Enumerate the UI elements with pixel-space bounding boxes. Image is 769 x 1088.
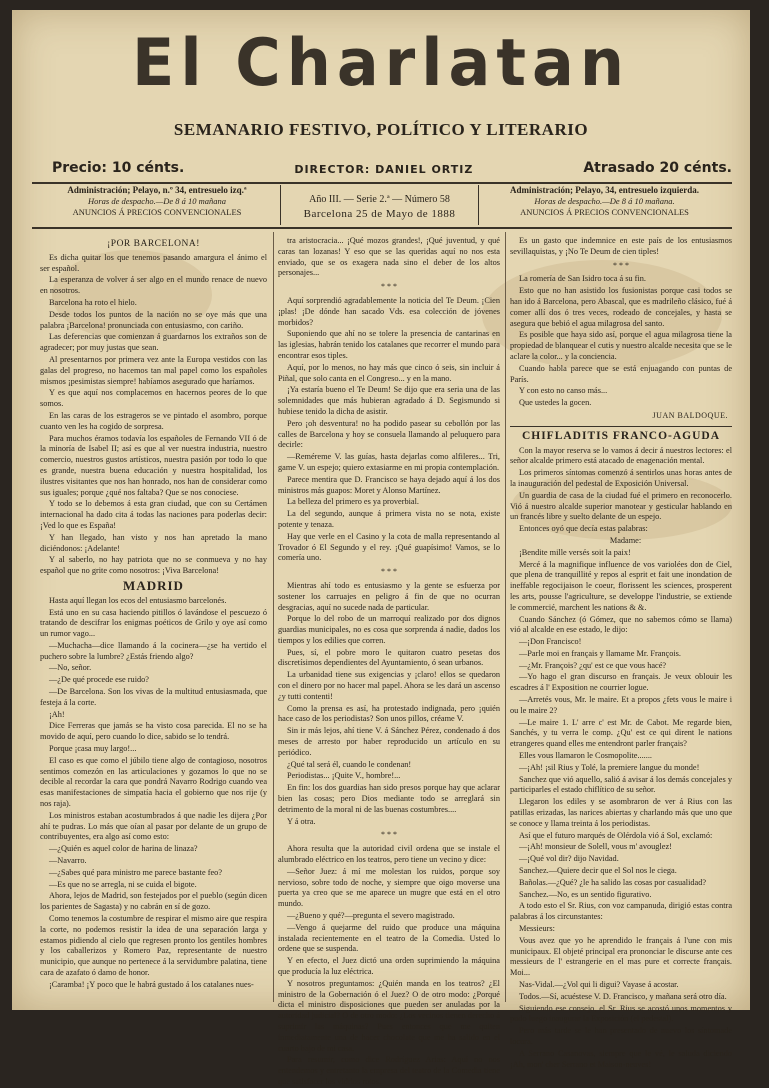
paragraph: —Arretés vous, Mr. le maire. Et a propos ¿fets vous le maire i ou le maire 2? — [510, 695, 732, 715]
paragraph: ¡Ya estaría bueno el Te Deum! Se dijo que era seria una de las solemnidades que más hubieran agradado á D. Segismundo si hubiese tenido la dicha de asistir. — [278, 385, 500, 416]
paragraph: —¿Mr. François? ¿qu' est ce que vous hacé? — [519, 660, 667, 670]
article-heading-chifladitis: CHIFLADITIS FRANCO-AGUDA — [521, 429, 721, 442]
info-left — [37, 185, 277, 225]
paragraph: —¿Bueno y qué?—pregunta el severo magistrado. — [287, 911, 455, 921]
paragraph: Ahora, lejos de Madrid, son festejados por el pueblo (según dicen los parientes de Sagasta) y no cabrán en sí de gozo. — [40, 891, 267, 912]
paragraph: —De Barcelona. Son los vivas de la multitud entusiasmada, que festeja á la corte. — [40, 687, 267, 707]
ads-right: ANUNCIOS Á PRECIOS CONVENCIONALES — [520, 207, 689, 217]
paragraph: La urbanidad tiene sus exigencias y ¡claro! ellos se quedaron con el dinero por no hacer mal papel. Ahora se les dará un ascenso ¿y tutti contenti! — [278, 670, 500, 701]
paragraph: —¡Ah! monsieur de Solell, vous m' avouglez! — [519, 842, 672, 852]
paragraph: La del segundo, aunque á primera vista no se nota, existe potente y tenaza. — [278, 509, 500, 529]
paragraph: —Parle moi en français y llamame Mr. François. — [519, 648, 681, 658]
paragraph: La belleza del primero es ya proverbial. — [287, 497, 419, 507]
paragraph: Pero más tarde se le han presentado de nuevo los síntomade locura. — [510, 1026, 732, 1046]
paragraph: Pues, sí, el pobre moro le quitaron cuatro pesetas dos discretísimos dependientes del Ayuntamiento, ó sean urbanos. — [278, 647, 500, 668]
paragraph: Sanchez que vió aquello, salió á avisar á los demás concejales y participarles el estado chiflítico de su señor. — [510, 774, 732, 795]
paragraph: Madame: — [609, 535, 642, 545]
paragraph: Vous avez que yo he aprendido le français á l'une con mis municipaux. El objeté principal era prononciar le discurse ante ces messieurs de l' estrangerie en el mas pure et correcte français. Moi... — [510, 935, 732, 978]
paragraph: ¡Bendite mille versés soit la paix! — [519, 547, 631, 557]
paragraph: Hay que verle en el Casino y la cota de malla representando al Trovador ó El Segundo y el rey. ¡Qué guapísimo! Vamos, se lo comería uno. — [278, 531, 500, 563]
section-separator: * * * — [381, 282, 397, 292]
paragraph: Parece mentira que D. Francisco se haya dejado aquí á los dos ministros más guapos: Moret y Alonso Martínez. — [278, 474, 500, 495]
paragraph: Y en efecto, el Juez dictó una orden suprimiendo la máquina que producía la luz eléctrica. — [278, 956, 500, 976]
hours-left: Horas de despacho.—De 8 á 10 mañana — [87, 196, 227, 206]
paragraph: Pero ¡oh desventura! no ha podido pasear su cebollón por las calles de Barcelona y hoy se consuela llamando al peluquero para decirle: — [278, 418, 500, 450]
paragraph: Es dicha quitar los que tenemos pasando amargura el ánimo el ser español. — [40, 252, 267, 273]
price-bar — [52, 160, 732, 176]
paragraph: Dice Ferreras que jamás se ha visto cosa parecida. El no se ha movido de aquí, pero cuando lo dice, sabido se lo tendrá. — [40, 721, 267, 742]
issue-info — [282, 192, 477, 222]
paragraph: Sanchez.—Quiere decir que el Sol nos le ciega. — [519, 866, 677, 876]
paragraph: Para resumir, como dice Rodríguez Arias: Aquí no nos entendemos y entretanto la empresa del teatro de la Comedia tiene que satisfacer los vidrios rotos. — [278, 1055, 500, 1086]
paragraph: El caso es que como el júbilo tiene algo de contagioso, nosotros sentimos comezón en las articulaciones y gozamos lo que no se decible al recordar la cara que pondrá Navarro Rodrigo cuando vea esas manifestaciones de simpatía hacia el gobierno que nos rije (y nos raja). — [40, 755, 267, 809]
paragraph: Suponiendo que ahí no se tolere la presencia de cantarinas en las iglesias, habrán tenido los catalanes que recorrer el mundo para encontrar esos tiples. — [278, 329, 500, 360]
paragraph: Siguiendo ese consejo, el Sr. Rius se acostó unos momentos y pudo luego inaugurar la Exposición (el pedestal). — [510, 1003, 732, 1024]
paragraph: Periodistas... ¡Quite V., hombre!... — [287, 771, 401, 781]
paragraph: —Navarro. — [49, 856, 87, 866]
paragraph: Es posible que haya sido así, porque el agua milagrosa tiene la propiedad de blanquear el cutis y nuestro alcalde necesita que se le aclare la color... y la conciencia. — [510, 330, 732, 361]
masthead-subtitle: SEMANARIO FESTIVO, POLÍTICO Y LITERARIO — [173, 120, 589, 139]
paragraph: —Muchacha—dice llamando á la cocinera—¿se ha vertido el puchero sobre la lumbre? ¿Estás friendo algo? — [40, 640, 267, 661]
paragraph: Bañolas.—¿Qué? ¿le ha salido las cosas por casualidad? — [519, 877, 707, 887]
paragraph: —¡Qué vol dir? dijo Navidad. — [519, 854, 619, 864]
paragraph: Barcelona ha roto el hielo. — [49, 297, 137, 307]
director: DIRECTOR: DANIEL ORTIZ — [294, 163, 474, 176]
column-1 — [40, 236, 267, 1006]
paragraph: Los ministros estaban acostumbrados á que nadie les dijera ¿Por ahí te pudras. Lo más que oían al pasar por delante de un grupo de contribuyentes, era algo así como esto: — [40, 810, 267, 842]
admin-left: Administración; Pelayo, n.º 34, entresuelo izq.ª — [67, 185, 247, 195]
paragraph: Hasta aquí llegan los ecos del entusiasmo barcelonés. — [49, 595, 227, 605]
paragraph: En las caras de los estrageros se ve pintado el asombro, porque cuanto ven les ha cogido de sorpresa. — [40, 410, 267, 431]
issue-line: Año III. — Serie 2.ª — Número 58 — [309, 194, 450, 205]
paragraph: Y han llegado, han visto y nos han apretado la mano diciéndonos: ¡Adelante! — [40, 532, 267, 553]
paragraph: —¿Quién es aquel color de harina de linaza? — [49, 844, 198, 854]
paragraph: Sin ir más lejos, ahí tiene V. á Sánchez Pérez, condenado á dos meses de arresto por haber reproducido un artículo en su periódico. — [278, 726, 500, 757]
section-separator: * * * — [381, 830, 397, 840]
paragraph: Porque ¡casa muy largo!... — [49, 744, 137, 754]
author-signature: JUAN BALDOQUE. — [652, 410, 728, 420]
paragraph: Como la prensa es así, ha protestado indignada, pero ¡quién hace caso de los periodistas? Son unos pillos, créame V. — [278, 703, 500, 724]
column-rule — [505, 232, 506, 1002]
paragraph: Porque lo del robo de un marroquí realizado por dos dignos guardias municipales, no es cosa que sorprenda á nadie, dados los tiempos y los edilies que corren. — [278, 614, 500, 645]
paragraph: Mientras ahí todo es entusiasmo y la gente se esfuerza por sostener los carruajes en peligro á fin de que no ocurran desgracias, aquí no sucede nada de particular. — [278, 580, 500, 612]
paragraph: Desde todos los puntos de la nación no se oye más que una palabra ¡Barcelona! pronunciada con entusiasmo, con cariño. — [40, 309, 267, 330]
section-separator: * * * — [613, 260, 629, 270]
column-2 — [278, 236, 500, 1086]
paragraph: Y es que aquí nos complacemos en hacernos peores de lo que somos. — [40, 388, 267, 409]
paragraph: Y todo se lo debemos á esta gran ciudad, que con su Certámen internacional ha dado cita á todas las naciones para poderlas decir: ¡Ved lo que es España! — [40, 499, 267, 530]
paragraph: La romería de San Isidro toca á su fin. — [519, 274, 646, 284]
back-issue-price: Atrasado 20 cénts. — [583, 160, 732, 176]
header-rule — [32, 182, 732, 184]
column-3 — [510, 236, 732, 1069]
price: Precio: 10 cénts. — [52, 160, 185, 176]
paragraph: Cuando Sánchez (ó Gómez, que no sabemos cómo se llama) vió al alcalde en ese estado, le dijo: — [510, 614, 732, 635]
paragraph: Mercé á la magnifique influence de vos variolées don de Ciel, que plena de tranquillité y repos al esprit et fait une inondation de ineffable regocijaison le coeur, florissent les sciences, prosperent les arts, pousse l'agriculture, se developpe l'industrie, se extiende le commercié, marchent les nations & &. — [510, 559, 732, 612]
admin-right: Administración; Pelayo, 34, entresuelo izquierda. — [509, 185, 700, 195]
paragraph: —¡Ah! ¡sil Rius y Tolé, la premiere langue du monde! — [519, 762, 700, 772]
paragraph: Para muchos éramos todavía los españoles de Fernando VII ó de la minoría de Isabel II; así es que al ver nuestra industria, nuestro comercio, nuestros gustos artísticos, nuestra pasión por todo lo que es grande, nuestra buena educación y nuestra hospitalidad, los ilustres visitantes que nos han honrado, nos han de considerar como sus iguales; porque ¿qué nos faltaba? Que se nos conociese. — [40, 433, 267, 497]
paragraph: Así que el futuro marqués de Olérdola vió á Sol, exclamó: — [519, 830, 713, 840]
paragraph: Como tenemos la costumbre de respirar el mismo aire que respira la corte, no podemos resistir la idea de una separación larga y estamos pidiendo al cielo que regresen pronto los gentiles hombres y los caballerizos y Romero Paz, representante de nuestro municipio, que aunque no pertenece á la servidumbre palatina, tiene cara de azafato ó damo de honor. — [40, 914, 267, 977]
paragraph: Cuando habla parece que se está enjuagando con puntas de París. — [510, 363, 732, 384]
paragraph: A todo esto el Sr. Rius, con voz campanuda, dirigió estas contra palabras á los circunstantes: — [510, 901, 732, 922]
header-divider — [280, 185, 281, 225]
paragraph: ¡Caramba! ¡Y poco que le habrá gustado á los catalanes nues- — [49, 979, 254, 989]
newspaper-page — [12, 10, 750, 1086]
paragraph: A Serrano Casanovas, siempre que le vé, le saluda diciendo ¡Ah, mon' cher Serrano et Maison-neuves! — [510, 1048, 732, 1069]
paragraph: Elles vous llamaron le Cosmopolite....... — [519, 751, 652, 761]
paragraph: Messieurs: — [519, 924, 555, 934]
paragraph: Aquí sorprendió agradablemente la noticia del Te Deum. ¡Cien ¡plas! ¡De dónde han sacado Vds. esa colección de jóvenes morbidos? — [278, 295, 500, 327]
paragraph: Llegaron los ediles y se asombraron de ver á Rius con las patillas erizadas, las narices abiertas y charlando más que uno que se conoce y llama treinta á los periodistas. — [510, 797, 732, 828]
paragraph: Y nosotros preguntamos: ¿Quién manda en los teatros? ¿El ministro de la Gobernación ó el Juez? O de otro modo: ¿Porqué dicta el ministro disposiciones que pueden ser anuladas por la autoridad judicial? O de otro modo: ¿Los vecinos tienen derecho á suprimir las máquinas? Pues entonces que me quiten inmediatamente una de hacer chocolate que me ha salido en el cuarto bajo de mi casa. — [278, 978, 500, 1053]
paragraph: —¿De qué procede ese ruido? — [49, 675, 149, 685]
info-right — [482, 185, 727, 225]
section-separator: * * * — [381, 567, 397, 577]
paragraph: ¡Ah! — [49, 709, 65, 719]
paragraph: —Vengo á quejarme del ruido que produce una máquina instalada recientemente en el teatro de la Comedia. Usted lo ordene que se suspenda. — [278, 922, 500, 954]
article-heading-madrid: MADRID — [123, 577, 184, 593]
paragraph: Y con esto no canso más... — [519, 386, 608, 396]
paragraph: tra aristocracia... ¡Qué mozos grandes!, ¡Qué juventud, y qué caras tan lozanas! Y eso que se las queridas aquí no nos esta enviado, que se os exagera nada sino el deber de los altos personajes... — [278, 236, 500, 278]
issue-date: Barcelona 25 de Mayo de 1888 — [303, 208, 456, 220]
paragraph: —¡Don Francisco! — [519, 637, 582, 647]
paragraph: Es un gasto que indemnice en este país de los entusiasmos sevillaquistas, y ¡No Te Deum de cien tiples! — [510, 236, 732, 256]
paragraph: Esto que no han asistido los fusionistas porque casi todos se han ido á Barcelona, pero Abascal, que es madrileño clásico, fué á comer allí dos ó tres veces, rodeado de concejales, y hasta se asegura que bebió el agua milagrosa del santo. — [510, 286, 732, 328]
paragraph: —No, señor. — [49, 663, 92, 673]
paragraph: Las deferencias que comienzan á guardarnos los extraños son de agradecer; por muy justas que sean. — [40, 332, 267, 353]
paragraph: Sanchez.—No, es un sentido figurativo. — [519, 889, 652, 899]
paragraph: Y á otra. — [287, 816, 316, 826]
header-rule — [32, 227, 732, 229]
paragraph: Nas-Vidal.—¿Vol qui li digui? Vayase á acostar. — [519, 980, 679, 989]
paragraph: —Yo hago el gran discurso en français. Je veux oblouir les escadres á l' Exposition ne courrier logue. — [510, 672, 732, 693]
paragraph: —¿Sabes qué para ministro me parece bastante feo? — [49, 867, 223, 877]
paragraph: Con la mayor reserva se lo vamos á decir á nuestros lectores: el señor alcalde primero está atacado de enagenación mental. — [510, 445, 732, 466]
paragraph: Y al saberlo, no hay patriota que no se conmueva y no hay español que no grite como nosotros: ¡Viva Barcelona! — [40, 555, 267, 576]
paragraph: Un guardia de casa de la ciudad fué el primero en reconocerlo. Vió á nuestro alcalde superior manotear y gesticular hablando en un francés libre y suelto delante de un espejo. — [510, 490, 732, 522]
column-rule — [273, 232, 274, 1002]
ads-left: ANUNCIOS Á PRECIOS CONVENCIONALES — [72, 207, 242, 217]
paragraph: Al presentarnos por primera vez ante la Europa vestidos con las galas del progreso, no hacemos tan mal papel como los españoles mismos ¡pesimistas siempre! habíamos asegurado que haríamos. — [40, 354, 267, 386]
paragraph: En fin: los dos guardias han sido presos porque hay que aclarar bien las cosas; pero Dios mediante todo se arreglará sin detrimento de la moral ni de las buenas costumbres.... — [278, 783, 500, 814]
paragraph: Entonces oyó que decía estas palabras: — [519, 524, 648, 534]
paragraph: Ahora resulta que la autoridad civil ordena que se instale el alumbrado eléctrico en los teatros, pero tiene un vecino y dice: — [278, 844, 500, 865]
section-rule — [510, 426, 732, 427]
article-heading-barcelona: ¡POR BARCELONA! — [107, 239, 200, 249]
paragraph: Los primeros síntomas comenzó á sentirlos unas horas antes de la inauguración del pedestal de Exposición Universal. — [510, 468, 732, 488]
paragraph: Aquí, por lo menos, no hay más que cinco ó seis, sin incluir á Piñal, que solo canta en el Congreso... y en la mano. — [278, 362, 500, 383]
hours-right: Horas de despacho.—De 8 á 10 mañana. — [534, 196, 675, 206]
paragraph: —Señor Juez: á mí me molestan los ruidos, porque soy nervioso, sobre todo de noche, y siempre que oigo moverse una puerta ya creo que se me aparece un mugre que está en el otro mundo. — [278, 866, 500, 909]
masthead-title: El Charlatan — [132, 24, 630, 101]
paragraph: —Es que no se arregla, ni se cuida el bigote. — [49, 879, 197, 889]
header-divider — [478, 185, 479, 225]
paragraph: Que ustedes la gocen. — [519, 398, 592, 408]
paragraph: La esperanza de volver á ser algo en el mundo renace de nuevo en nosotros. — [40, 275, 267, 296]
paragraph: Todos.—Sí, acuéstese V. D. Francisco, y mañana será otro día. — [519, 991, 727, 1001]
paragraph: —Reméreme V. las guías, hasta dejarlas como alfileres... Tri, game V. un espejo; quiero extasiarme en mi propia contemplación. — [278, 452, 500, 472]
paragraph: ¿Qué tal será él, cuando le condenan! — [287, 759, 412, 769]
paragraph: Está uno en su casa haciendo pitillos ó lavándose el pescuezo ó tratando de descifrar los enigmas poéticos de Grilo y oye así como un rumor vago... — [40, 607, 267, 639]
paragraph: —Le maire 1. L' arre c' est Mr. de Cabot. Me regarde bien, Sanchés, y tu verra le comp. ¿Qu' est ce qui dirent le nations etrangeres quand elles me entendront parler français? — [510, 717, 732, 749]
